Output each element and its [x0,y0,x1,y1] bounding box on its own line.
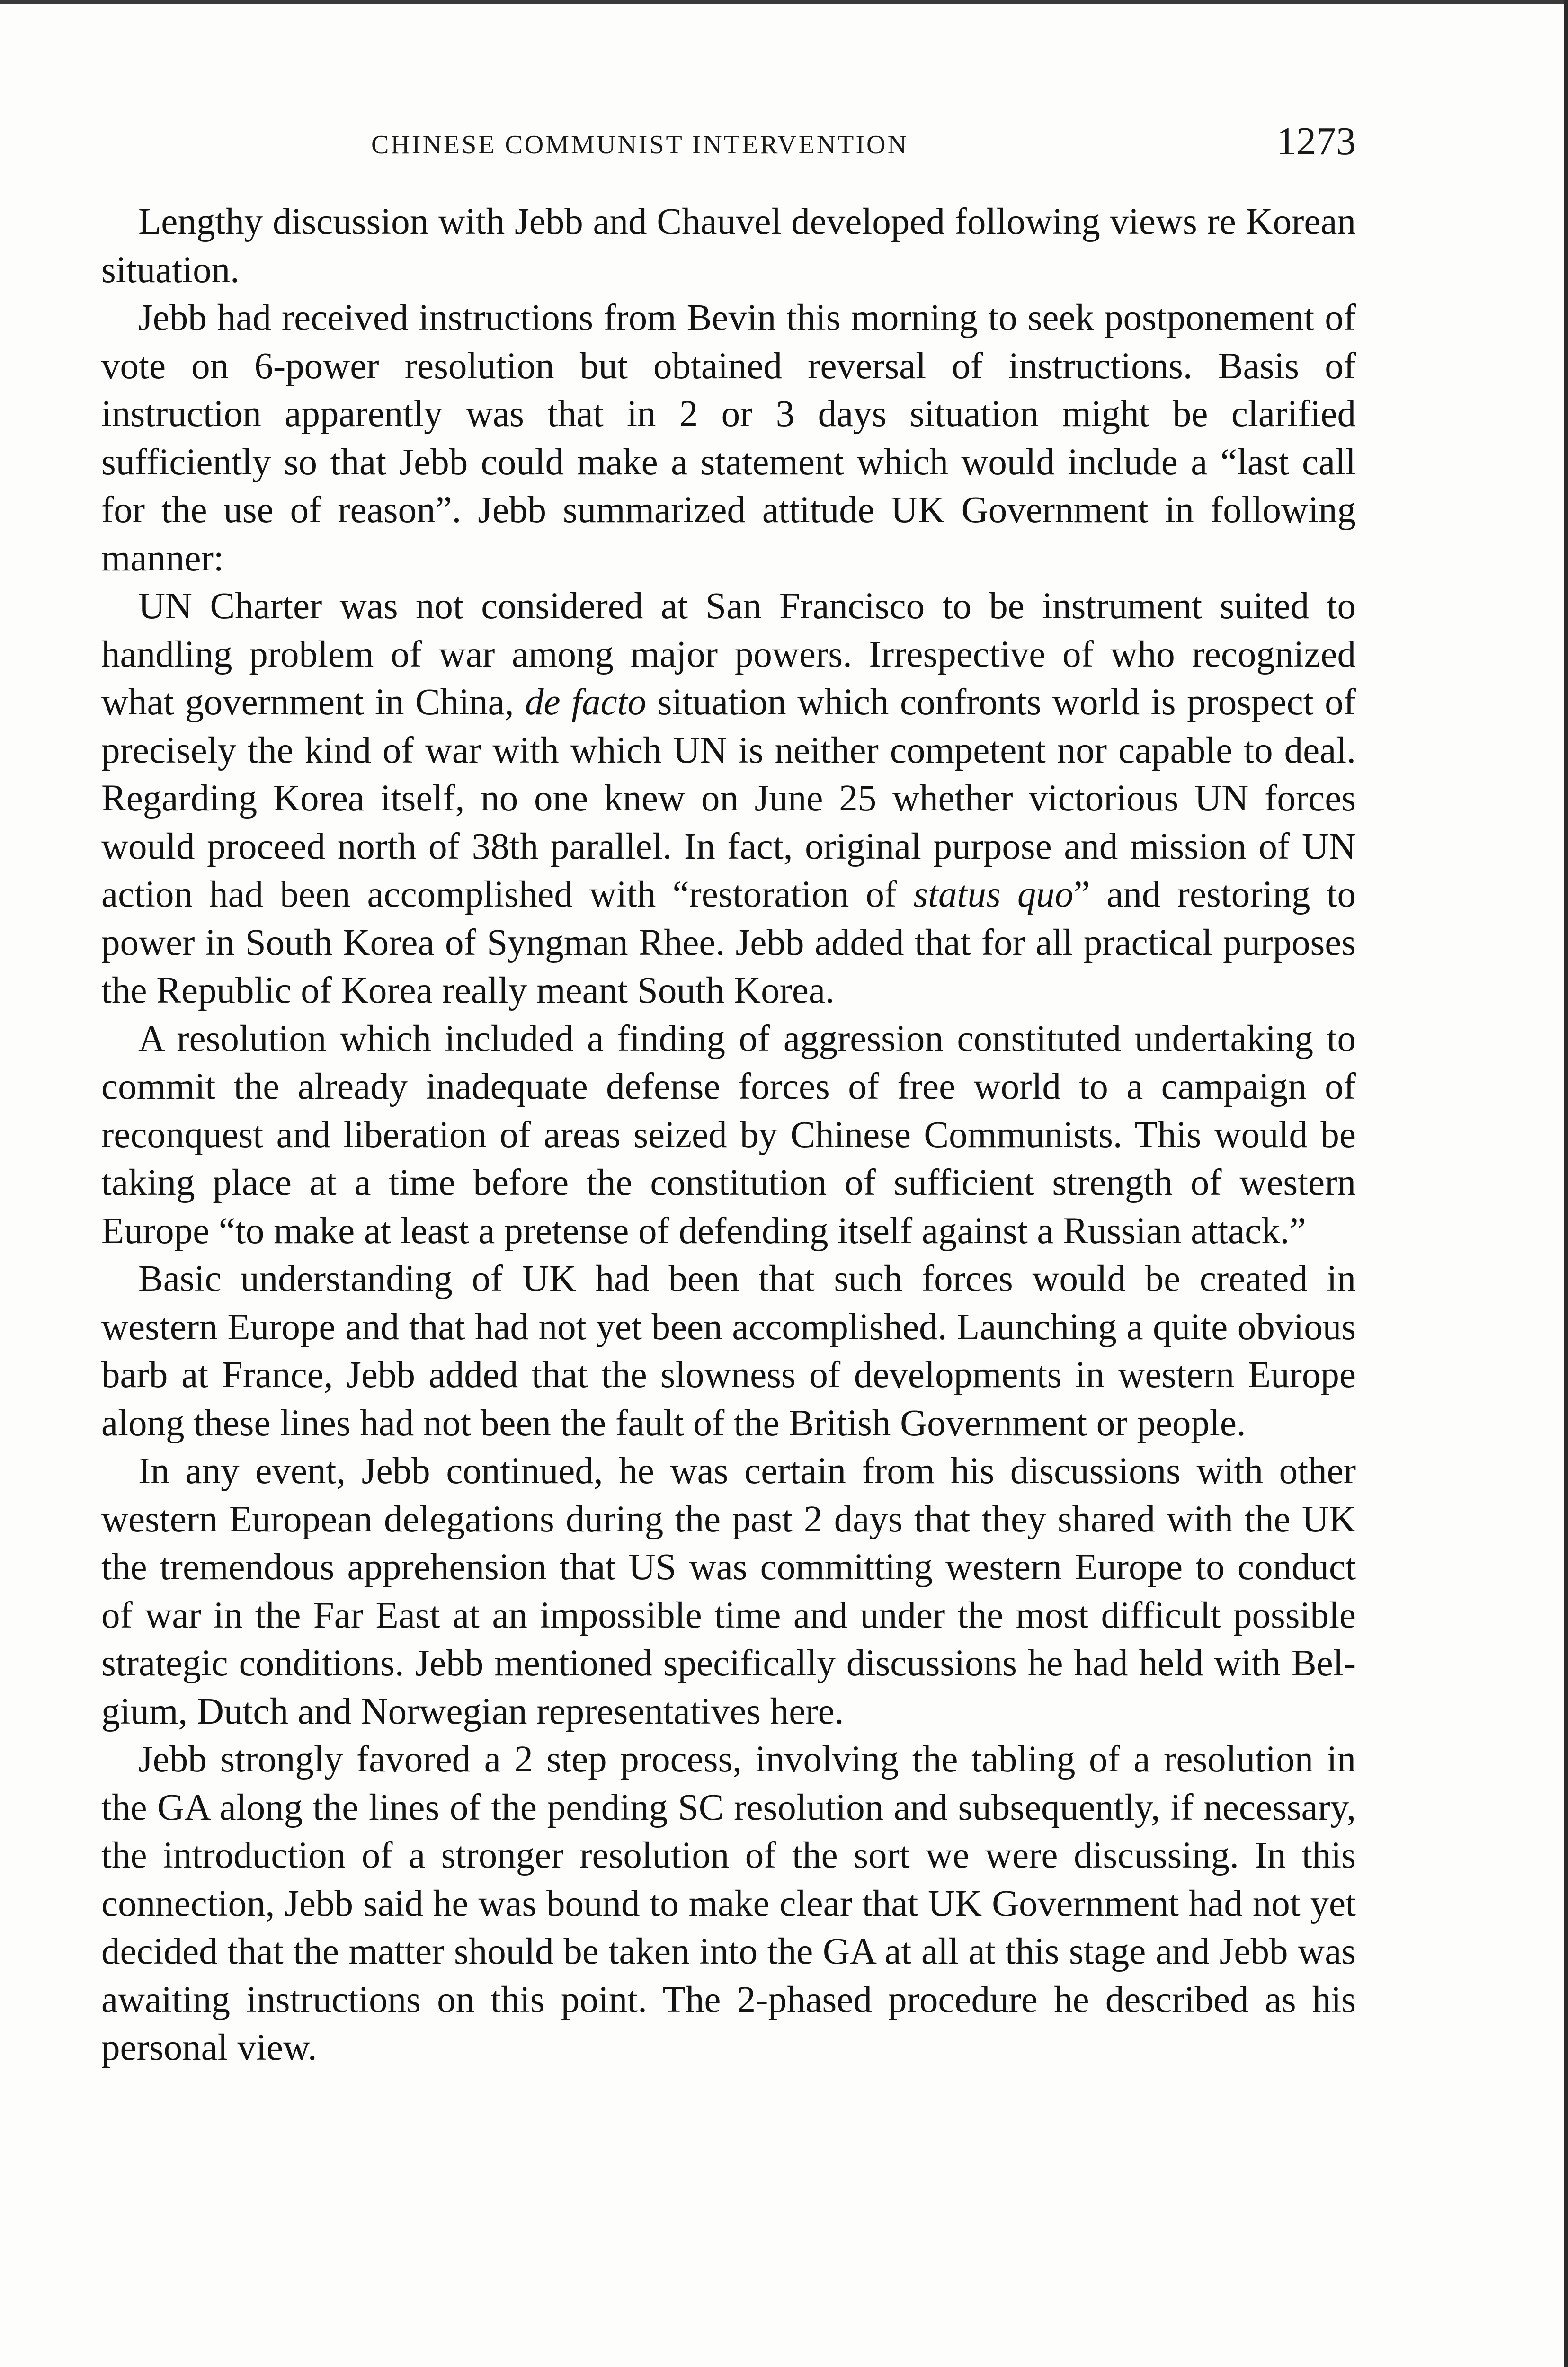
paragraph-text: situation which confronts world is prospect of precisely the kind of war with which UN is neither competent nor capable to deal. Regarding Korea itself, no one knew on June 25 whether victorious UN forces would proceed north of 38th parallel. In fact, original purpose and mission of UN action had been accomplished with “restoration of [101,682,1356,915]
paragraph [101,198,1356,294]
scan-right-edge [1564,0,1568,2367]
page-number: 1273 [1276,119,1356,163]
paragraph [101,294,1356,582]
paragraph [101,1015,1356,1255]
paragraph-text: Basic understanding of UK had been that such forces would be created in western Europe and that had not yet been accomplished. Launching a quite obvious barb at France, Jebb added that the slowness of developments in western Europe along these lines had not been the fault of the British Government or people. [101,1258,1356,1444]
paragraph [101,582,1356,1015]
paragraph-text: Jebb strongly favored a 2 step process, involving the tabling of a resolution in the GA along the lines of the pending SC resolution and subsequently, if necessary, the introduction of a stronger resolution of the sort we were discussing. In this connection, Jebb said he was bound to make clear that UK Government had not yet decided that the matter should be taken into the GA at all at this stage and Jebb was awaiting instructions on this point. The 2-phased procedure he described as his personal view. [101,1739,1356,2068]
scan-top-edge [0,0,1568,4]
running-head: CHINESE COMMUNIST INTERVENTION [371,130,909,160]
paragraph-text: Lengthy discussion with Jebb and Chauvel developed following views re Korean situation. [101,201,1356,291]
paragraph-text: Jebb had received instructions from Bevin this morning to seek postponement of vote on 6-power resolution but obtained reversal of instructions. Basis of instruction apparently was that in 2 or 3 days situation might be clarified sufficiently so that Jebb could make a statement which would include a “last call for the use of reason”. Jebb summarized attitude UK Government in following manner: [101,297,1356,579]
page-header [101,118,1356,170]
paragraph [101,1447,1356,1735]
italic-text: de facto [525,682,647,723]
paragraph [101,1735,1356,2072]
italic-text: status quo [913,874,1074,915]
body-text [101,198,1356,2072]
paragraph [101,1255,1356,1447]
paragraph-text: ” and restoring to power in South Korea of Syngman Rhee. Jebb added that for all practical purposes the Republic of Korea really meant South Korea. [101,874,1356,1011]
paragraph-text: UN Charter was not considered at San Francisco to be instrument suited to handling problem of war among major powers. Irrespective of who recognized what government in China, [101,586,1356,723]
paragraph-text: In any event, Jebb continued, he was certain from his discussions with other western European delegations during the past 2 days that they shared with the UK the tremendous apprehension that US was committing western Europe to conduct of war in the Far East at an impossible time and under the most difficult possible strategic conditions. Jebb mentioned specifically discussions he had held with Belgium, Dutch and Norwegian representatives here. [101,1450,1356,1732]
paragraph-text: A resolution which included a finding of aggression constituted undertaking to commit the already inadequate defense forces of free world to a campaign of reconquest and liberation of areas seized by Chinese Communists. This would be taking place at a time before the constitution of sufficient strength of western Europe “to make at least a pretense of defending itself against a Russian attack.” [101,1018,1356,1252]
